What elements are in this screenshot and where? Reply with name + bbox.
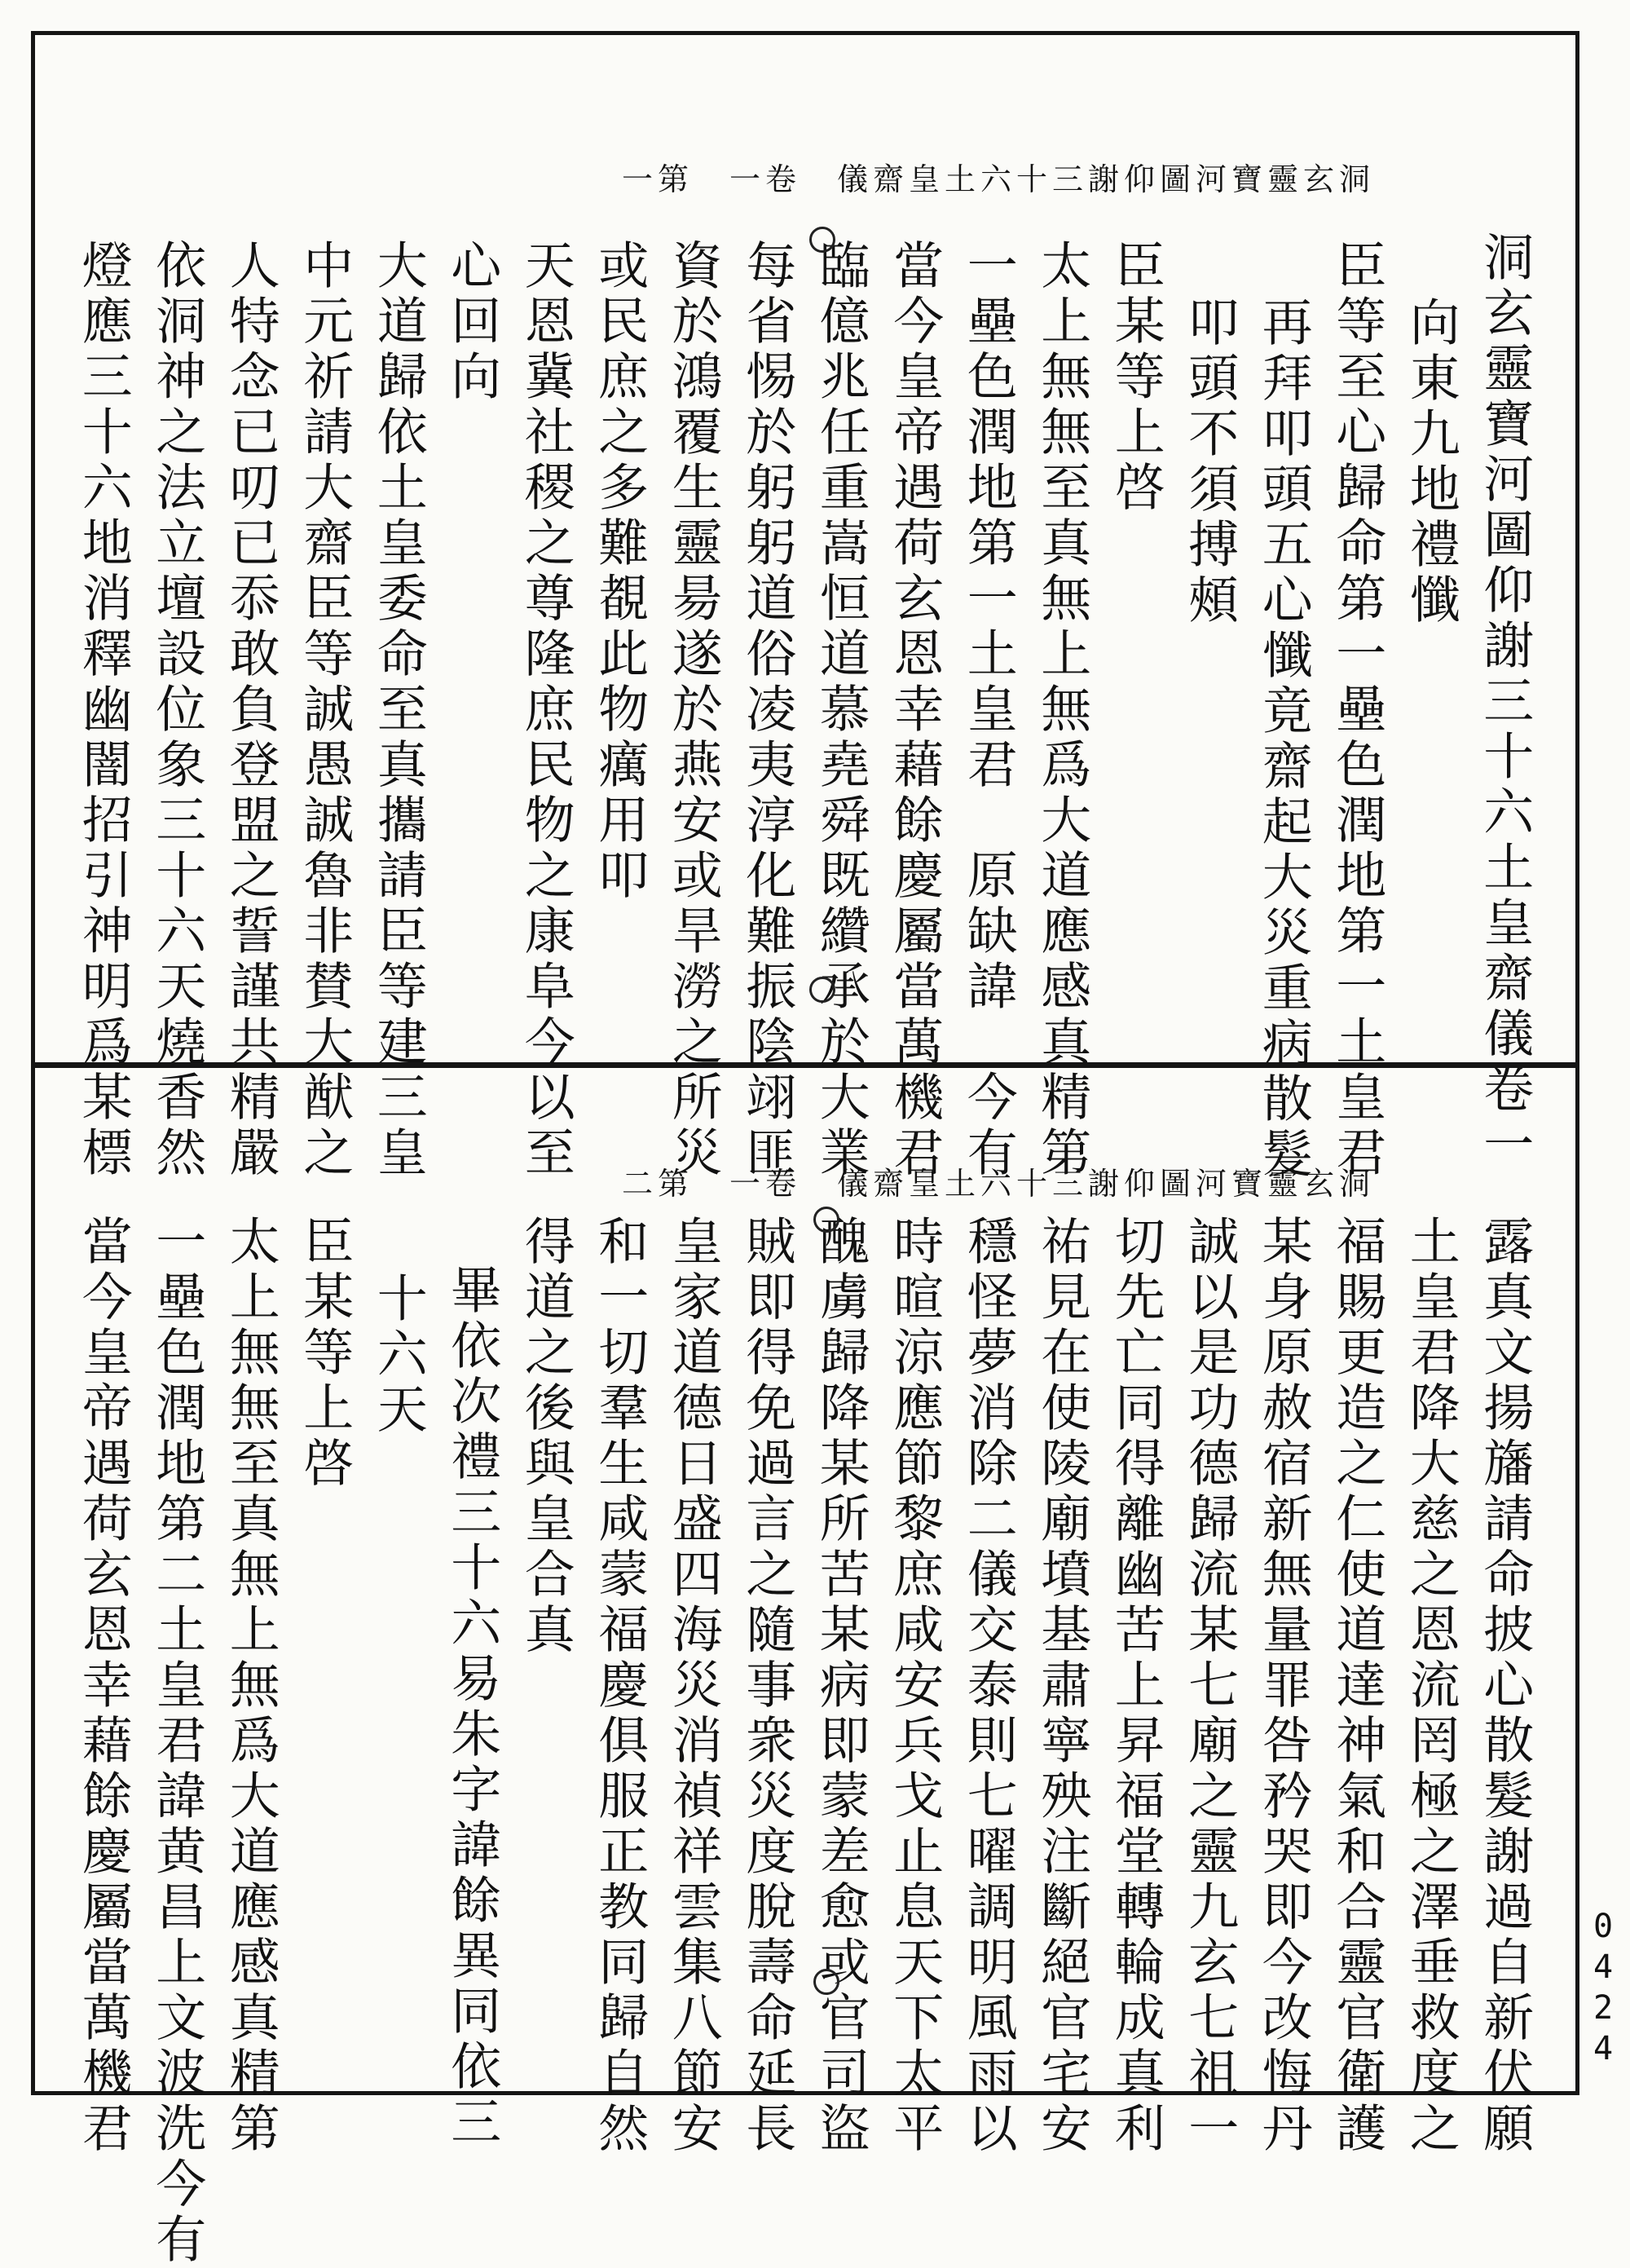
punctuation-circle xyxy=(809,977,835,1003)
column: 洞玄靈寶河圖仰謝三十六土皇齋儀卷一 xyxy=(1474,231,1535,1173)
column: 十六天 xyxy=(368,1272,429,1438)
column: 依洞神之法立壇設位象三十六天燒香然 xyxy=(147,239,207,1181)
column: 臨億兆任重嵩恒道慕堯舜既纘承於大業 xyxy=(811,239,871,1181)
column: 當今皇帝遇荷玄恩幸藉餘慶屬當萬機君 xyxy=(884,239,945,1181)
page-number: 0424 xyxy=(1584,1908,1622,2071)
column: 當今皇帝遇荷玄恩幸藉餘慶屬當萬機君 xyxy=(73,1215,134,2157)
column: 時暄涼應節黎庶咸安兵戈止息天下太平 xyxy=(884,1215,945,2157)
column: 皇家道德日盛四海災消禎祥雲集八節安 xyxy=(663,1215,724,2157)
punctuation-circle xyxy=(809,227,835,253)
column: 資於鴻覆生靈昜遂於燕安或旱澇之所災 xyxy=(663,239,724,1181)
column: 燈應三十六地消釋幽闇招引神明爲某標 xyxy=(73,239,134,1181)
top-header: 洞玄靈寶河圖仰謝三十六土皇齋儀 卷一 第一 xyxy=(622,161,1376,197)
punctuation-circle xyxy=(813,1969,839,1995)
column: 每省惕於躬躬道俗凌夷淳化難振陰翊匪 xyxy=(737,239,797,1181)
column: 某身原赦宿新無量罪咎矜哭即今改悔丹 xyxy=(1253,1215,1314,2157)
column: 向東九地禮懺 xyxy=(1401,296,1461,629)
column: 露真文揚旛請命披心散髮謝過自新伏願 xyxy=(1474,1215,1535,2157)
column: 醜虜歸降某所苦某病即蒙差愈或官司盜 xyxy=(811,1215,871,2157)
column: 土皇君降大慈之恩流罔極之澤垂救度之 xyxy=(1401,1215,1461,2157)
column: 太上無無至真無上無爲大道應感真精第 xyxy=(221,1215,281,2157)
column: 祐見在使陵廟墳基肅寧殃注斷絕官宅安 xyxy=(1032,1215,1092,2157)
column: 或民庶之多難覩此物癘用叩 xyxy=(589,239,650,904)
column: 切先亡同得離幽苦上昇福堂轉輪成真利 xyxy=(1106,1215,1166,2157)
column: 人特念已叨已忝敢負登盟之誓謹共精嚴 xyxy=(221,239,281,1181)
column: 一壘色潤地第二土皇君諱黄昌上文波洗今有 xyxy=(147,1215,207,2268)
column: 穩怪夢消除二儀交泰則七曜調明風雨以 xyxy=(958,1215,1019,2157)
column: 一壘色潤地第一土皇君 原缺諱 今有 xyxy=(958,239,1019,1181)
column: 臣某等上啓 xyxy=(294,1215,355,1492)
column: 天恩冀社稷之尊隆庶民物之康阜今以至 xyxy=(516,239,576,1181)
bottom-header: 洞玄靈寶河圖仰謝三十六土皇齋儀 卷一 第二 xyxy=(622,1165,1376,1202)
column: 畢依次禮三十六易朱字諱餘異同依三 xyxy=(442,1264,502,2151)
column: 和一切羣生咸蒙福慶俱服正教同歸自然 xyxy=(589,1215,650,2157)
column: 心回向 xyxy=(442,239,502,405)
column: 得道之後與皇合真 xyxy=(516,1215,576,1658)
column: 誠以是功德歸流某七廟之靈九玄七祖一 xyxy=(1179,1215,1240,2157)
column: 臣某等上啓 xyxy=(1106,239,1166,516)
column: 太上無無至真無上無爲大道應感真精第 xyxy=(1032,239,1092,1181)
column: 臣等至心歸命第一壘色潤地第一土皇君 xyxy=(1327,239,1387,1181)
bottom-panel xyxy=(31,1064,1579,2268)
column: 福賜更造之仁使道達神氣和合靈官衛護 xyxy=(1327,1215,1387,2157)
column: 再拜叩頭五心懺竟齋起大災重病散髮 xyxy=(1253,296,1314,1183)
top-panel xyxy=(31,31,1579,1183)
column: 大道歸依土皇委命至真攜請臣等建三皇 xyxy=(368,239,429,1181)
column: 叩頭不須搏頰 xyxy=(1179,296,1240,629)
column: 賊即得免過言之隨事衆災度脫壽命延長 xyxy=(737,1215,797,2157)
punctuation-circle xyxy=(813,1207,839,1233)
column: 中元祈請大齋臣等誠愚誠魯非賛大猷之 xyxy=(294,239,355,1181)
